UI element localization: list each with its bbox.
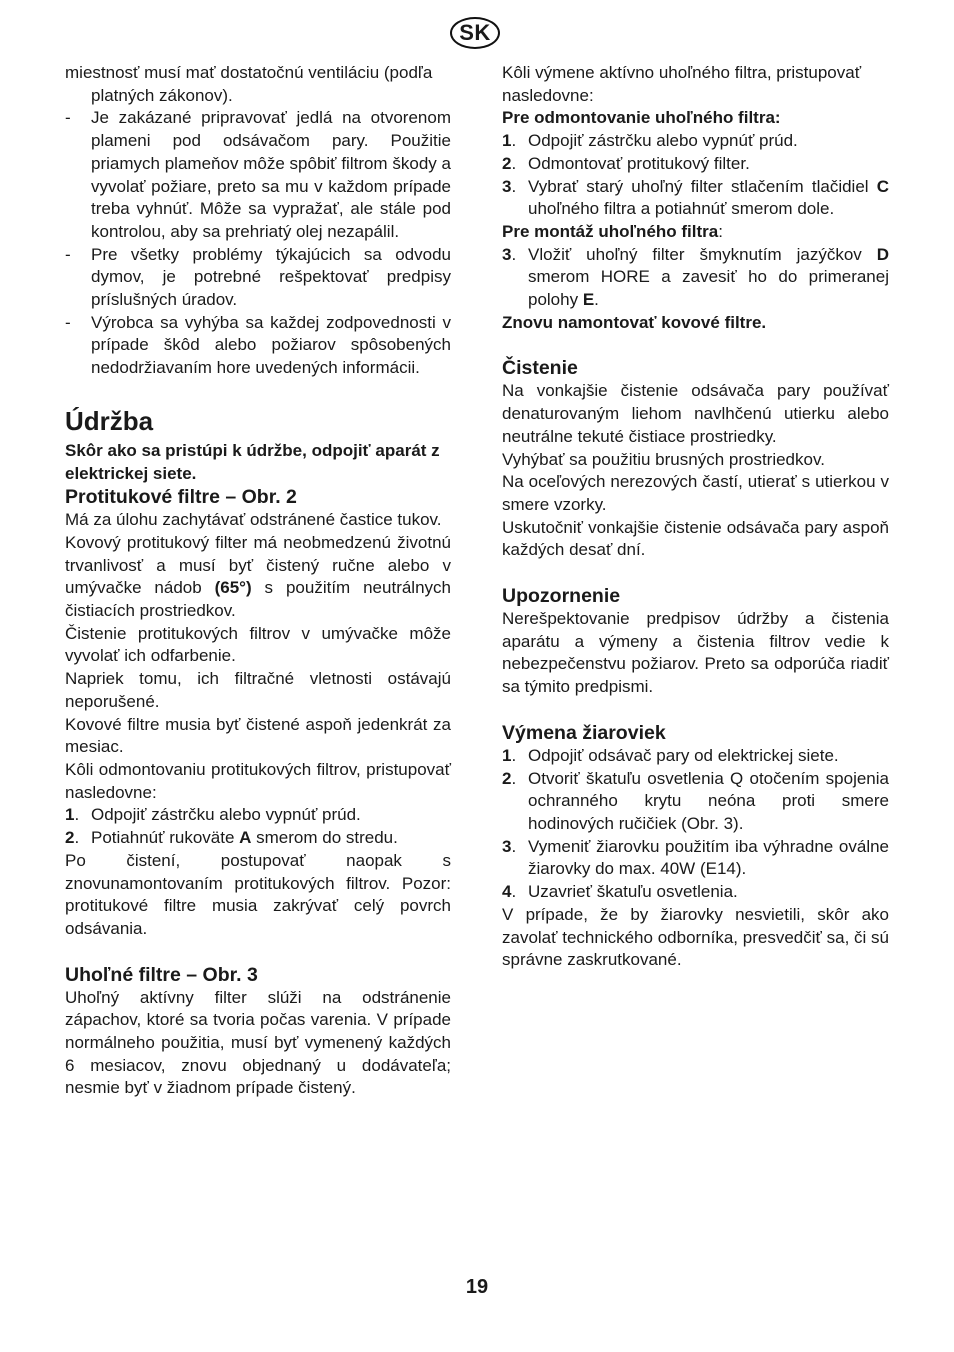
bullet-text: Pre všetky problémy týkajúcich sa odvodu dymov, je potrebné rešpektovať predpisy príslušných úradov. <box>91 244 451 310</box>
paragraph: Kôli odmontovaniu protitukových filtrov, pristupovať nasledovne: <box>65 759 451 802</box>
bullet-mark: - <box>65 312 71 332</box>
paragraph: Kovové filtre musia byť čistené aspoň jedenkrát za mesiac. <box>65 714 451 757</box>
paragraph: V prípade, že by žiarovky nesvietili, skôr ako zavolať technického odborníka, presvedčiť sa, či sú správne zaskrutkované. <box>502 904 889 970</box>
step-item <box>502 745 889 768</box>
step-item <box>65 804 451 827</box>
paragraph: Po čistení, postupovať naopak s znovunamontovaním protitukových filtrov. Pozor: protitukové filtre musia zakrývať celý povrch odsávania. <box>65 850 451 938</box>
step-item <box>502 176 889 221</box>
step-text: Odmontovať protitukový filter. <box>528 153 750 173</box>
bullet-mark: - <box>65 244 71 264</box>
remove-carbon-title: Pre odmontovanie uhoľného filtra: <box>502 108 781 128</box>
step-item <box>502 768 889 836</box>
step-number: 2. <box>502 768 517 788</box>
step-number: 4. <box>502 882 517 902</box>
step-number: 2. <box>65 828 80 848</box>
step-item <box>502 130 889 153</box>
text-run: s použitím neutrálnych čistiacích prostriedkov. <box>65 578 451 621</box>
subsection-title-lamp-replacement: Výmena žiaroviek <box>502 721 666 744</box>
step-text: Otvoriť škatuľu osvetlenia Q otočením spojenia ochranného krytu neóna proti smere hodinových ručičiek (Obr. 3). <box>528 768 889 833</box>
paragraph: Má za úlohu zachytávať odstránené častice tukov. <box>65 510 442 530</box>
paragraph: Vyhýbať sa použitiu brusných prostriedkov. <box>502 449 825 469</box>
paragraph: Uskutočniť vonkajšie čistenie odsávača pary aspoň každých desať dní. <box>502 517 889 560</box>
mount-carbon-title: Pre montáž uhoľného filtra: <box>502 221 723 241</box>
subsection-title-grease-filters: Protitukové filtre – Obr. 2 <box>65 486 297 509</box>
intro-paragraph-cont: platných zákonov). <box>91 85 233 105</box>
step-number: 2. <box>502 153 517 173</box>
step-number: 1. <box>502 745 517 765</box>
temperature-value: (65°) <box>214 578 252 598</box>
paragraph: Napriek tomu, ich filtračné vletnosti ostávajú neporušené. <box>65 669 451 711</box>
list-item <box>65 312 451 380</box>
step-text: Vybrať starý uhoľný filter stlačením tlačidiel C uhoľného filtra a potiahnúť smerom dole. <box>528 176 889 219</box>
list-item <box>65 244 451 312</box>
step-item <box>502 244 889 312</box>
step-number: 1. <box>502 131 517 151</box>
paragraph: Nerešpektovanie predpisov údržby a čistenia aparátu a výmeny a čistenia filtrov vedie k nebezpečenstvu požiarov. Preto sa odporúča riadiť sa týmito predpismi. <box>502 609 889 697</box>
paragraph: Čistenie protitukových filtrov v umývačke môže vyvolať ich odfarbenie. <box>65 623 451 666</box>
list-item <box>65 107 451 243</box>
step-text: Odpojiť zástrčku alebo vypnúť prúd. <box>528 131 798 151</box>
subsection-title-carbon-filters: Uhoľné filtre – Obr. 3 <box>65 963 258 986</box>
paragraph: Na vonkajšie čistenie odsávača pary používať denaturovaným liehom navlhčenú utierku alebo neutrálne tekuté čistiace prostriedky. <box>502 381 889 446</box>
step-number: 3. <box>502 836 517 856</box>
remount-note: Znovu namontovať kovové filtre. <box>502 312 767 332</box>
paragraph: Kôli výmene aktívno uhoľného filtra, pristupovať nasledovne: <box>502 63 862 105</box>
text-run: Kovový protitukový filter má neobmedzenú životnú trvanlivosť a musí byť čistený ručne alebo v umývačke nádob <box>65 532 451 598</box>
intro-paragraph: miestnosť musí mať dostatočnú ventiláciu (podľa <box>65 63 433 82</box>
step-item <box>65 827 451 850</box>
step-number: 3. <box>502 176 517 196</box>
step-item <box>502 881 889 904</box>
step-text: Uzavrieť škatuľu osvetlenia. <box>528 882 738 902</box>
bullet-text: Je zakázané pripravovať jedlá na otvorenom plameni pod odsávačom pary. Použitie priamych plameňov môže spôbiť filtrom škody a vyvolať požiare, preto sa mu v každom prípade treba vyhnúť. Môže sa vypražať, ale stále pod kontrolou, aby sa prehriatý olej nezapálil. <box>91 108 451 241</box>
step-text: Potiahnúť rukoväte A smerom do stredu. <box>91 828 398 848</box>
section-title-maintenance: Údržba <box>65 405 154 436</box>
step-number: 3. <box>502 244 517 264</box>
subsection-title-cleaning: Čistenie <box>502 357 578 380</box>
left-column <box>65 62 451 1100</box>
step-text: Odpojiť odsávač pary od elektrickej siete. <box>528 745 839 765</box>
bullet-text: Výrobca sa vyhýba sa každej zodpovednosti v prípade škôd alebo požiarov spôsobených nedodržiavaním hore uvedených informácii. <box>91 312 451 378</box>
step-item <box>502 153 889 176</box>
subsection-title-warning: Upozornenie <box>502 585 621 608</box>
language-badge: SK <box>450 17 500 49</box>
right-column <box>502 62 889 972</box>
bullet-mark: - <box>65 108 71 128</box>
step-item <box>502 836 889 881</box>
paragraph: Na oceľových nerezových častí, utierať s utierkou v smere vzorky. <box>502 472 889 514</box>
paragraph: Uhoľný aktívny filter slúži na odstránenie zápachov, ktoré sa tvoria počas varenia. V prípade normálneho použitia, musí byť vymenený každých 6 mesiacov, znovu objednaný u dodávateľa; nesmie byť v žiadnom prípade čistený. <box>65 987 451 1098</box>
step-text: Vložiť uhoľný filter šmyknutím jazýčkov D smerom HORE a zavesiť ho do primeranej polohy E. <box>528 244 889 310</box>
maintenance-warning: Skôr ako sa pristúpi k údržbe, odpojiť aparát z elektrickej siete. <box>65 440 440 483</box>
step-text: Vymeniť žiarovku použitím iba výhradne oválne žiarovky do max. 40W (E14). <box>528 836 889 879</box>
paragraph <box>65 532 451 623</box>
page-number: 19 <box>465 1276 489 1298</box>
step-number: 1. <box>65 805 80 825</box>
step-text: Odpojiť zástrčku alebo vypnúť prúd. <box>91 805 361 825</box>
